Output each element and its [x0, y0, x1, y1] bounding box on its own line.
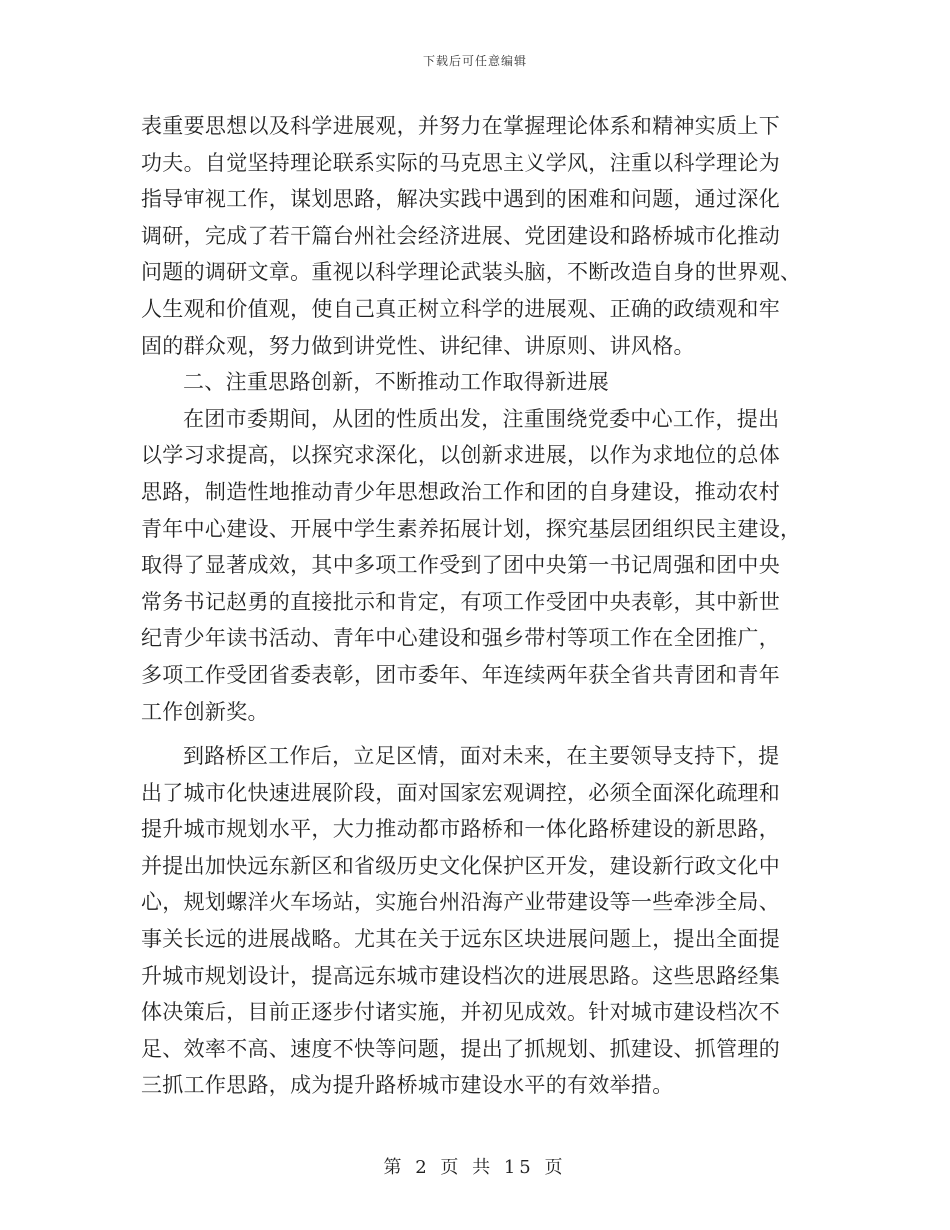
- paragraph-gap: [141, 730, 809, 738]
- text-line: 升城市规划设计，提高远东城市建设档次的进展思路。这些思路经集: [141, 963, 780, 988]
- text-line: 在团市委期间，从团的性质出发，注重围绕党委中心工作，提出: [183, 406, 780, 431]
- text-line: 纪青少年读书活动、青年中心建设和强乡带村等项工作在全团推广，: [141, 626, 780, 651]
- text-line: 人生观和价值观，使自己真正树立科学的进展观、正确的政绩观和牢: [141, 296, 780, 321]
- text-line: 多项工作受团省委表彰，团市委年、年连续两年获全省共青团和青年: [141, 662, 780, 687]
- text-line: 常务书记赵勇的直接批示和肯定，有项工作受团中央表彰，其中新世: [141, 589, 780, 614]
- text-line: 取得了显著成效，其中多项工作受到了团中央第一书记周强和团中央: [141, 553, 780, 578]
- text-line: 指导审视工作，谋划思路，解决实践中遇到的困难和问题，通过深化: [141, 187, 780, 212]
- text-line: 足、效率不高、速度不快等问题，提出了抓规划、抓建设、抓管理的: [141, 1036, 780, 1061]
- text-line: 以学习求提高，以探究求深化，以创新求进展，以作为求地位的总体: [141, 443, 780, 468]
- page-number-footer: 第 2 页 共 15 页: [383, 1157, 567, 1178]
- text-line: 调研，完成了若干篇台州社会经济进展、党团建设和路桥城市化推动: [141, 223, 780, 248]
- page-header: 下载后可任意编辑: [422, 54, 527, 68]
- text-line: 青年中心建设、开展中学生素养拓展计划，探究基层团组织民主建设，: [141, 516, 802, 541]
- text-line: 出了城市化快速进展阶段，面对国家宏观调控，必须全面深化疏理和: [141, 780, 780, 805]
- text-line: 表重要思想以及科学进展观，并努力在掌握理论体系和精神实质上下: [141, 114, 780, 138]
- text-line: 到路桥区工作后，立足区情，面对未来，在主要领导支持下，提: [183, 744, 780, 769]
- text-line: 功夫。自觉坚持理论联系实际的马克思主义学风，注重以科学理论为: [141, 150, 780, 175]
- text-line: 三抓工作思路，成为提升路桥城市建设水平的有效举措。: [141, 1073, 674, 1098]
- text-line: 心，规划螺洋火车场站，实施台州沿海产业带建设等一些牵涉全局、: [141, 890, 780, 915]
- text-line: 体决策后，目前正逐步付诸实施，并初见成效。针对城市建设档次不: [141, 1000, 780, 1025]
- document-body: [141, 108, 809, 1104]
- text-line: 问题的调研文章。重视以科学理论武装头脑，不断改造自身的世界观、: [141, 260, 802, 285]
- text-line: 事关长远的进展战略。尤其在关于远东区块进展问题上，提出全面提: [141, 927, 780, 952]
- text-line: 提升城市规划水平，大力推动都市路桥和一体化路桥建设的新思路，: [141, 817, 780, 842]
- text-line: 并提出加快远东新区和省级历史文化保护区开发，建设新行政文化中: [141, 853, 780, 878]
- text-line: 思路，制造性地推动青少年思想政治工作和团的自身建设，推动农村: [141, 479, 780, 504]
- section-heading: 二、注重思路创新，不断推动工作取得新进展: [183, 370, 609, 395]
- text-line: 固的群众观，努力做到讲党性、讲纪律、讲原则、讲风格。: [141, 333, 695, 358]
- text-line: 工作创新奖。: [141, 699, 269, 724]
